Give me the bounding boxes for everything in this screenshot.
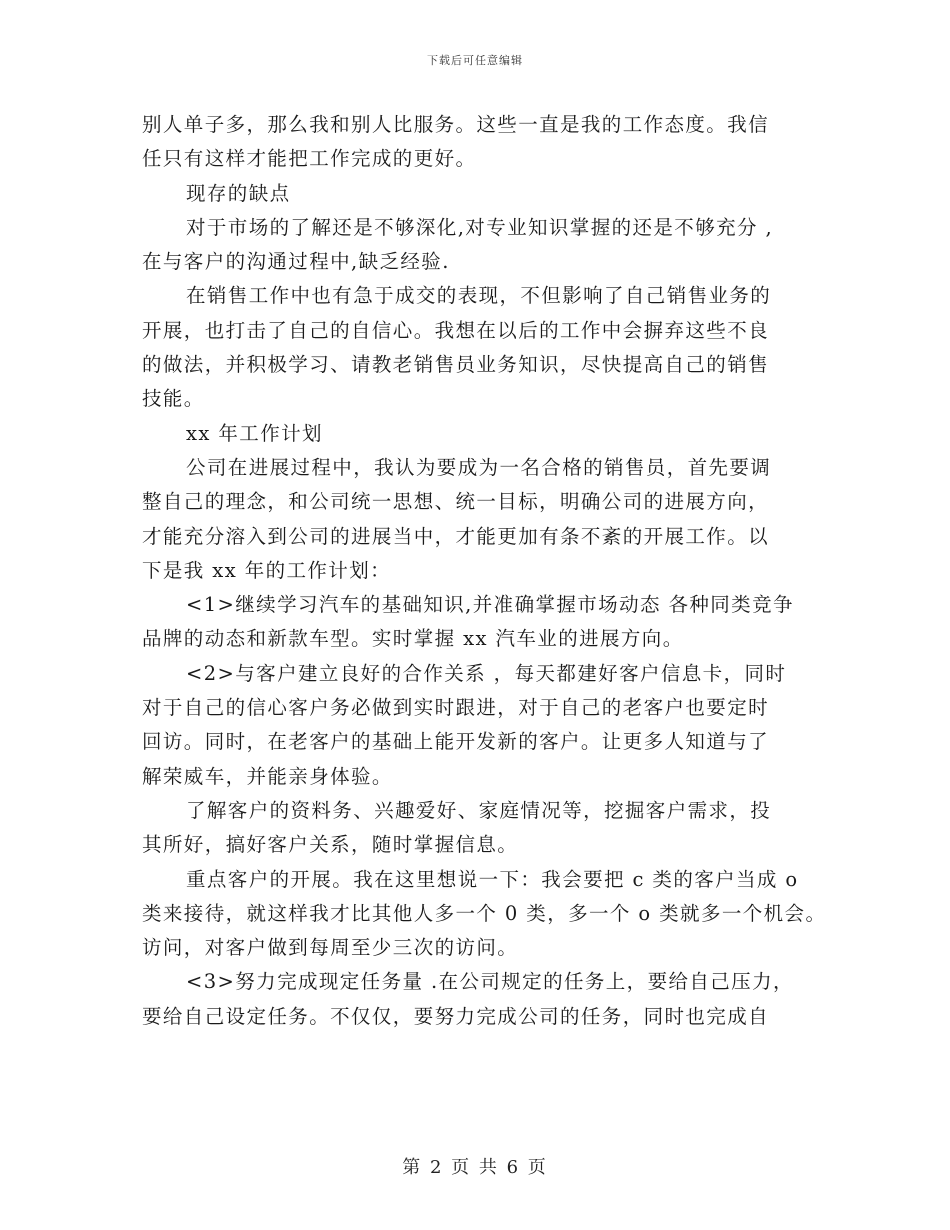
text-line: <1>继续学习汽车的基础知识,并准确掌握市场动态 各种同类竞争 — [186, 593, 794, 617]
text-line: 在销售工作中也有急于成交的表现，不但影响了自己销售业务的 — [186, 284, 772, 308]
text-line: <3>努力完成现定任务量 .在公司规定的任务上，要给自己压力， — [186, 970, 794, 994]
text-line: 品牌的动态和新款车型。实时掌握 xx 汽车业的进展方向。 — [142, 627, 684, 651]
text-line: 别人单子多，那么我和别人比服务。这些一直是我的工作态度。我信 — [142, 113, 770, 136]
text-line: 公司在进展过程中，我认为要成为一名合格的销售员，首先要调 — [186, 455, 772, 479]
text-line: 其所好，搞好客户关系，随时掌握信息。 — [142, 833, 519, 857]
text-line: 才能充分溶入到公司的进展当中，才能更加有条不紊的开展工作。以 — [142, 524, 770, 548]
text-line: 对于市场的了解还是不够深化,对专业知识掌握的还是不够充分 , — [186, 215, 774, 239]
text-line: 在与客户的沟通过程中,缺乏经验. — [142, 250, 450, 274]
document-body — [142, 108, 827, 1034]
text-line: 类来接待，就这样我才比其他人多一个 0 类，多一个 o 类就多一个机会。 — [142, 901, 827, 925]
text-line: 重点客户的开展。我在这里想说一下：我会要把 c 类的客户当成 o — [186, 867, 799, 891]
page-header: 下载后可任意编辑 — [427, 54, 523, 67]
page-footer: 第 2 页 共 6 页 — [402, 1157, 548, 1178]
text-line: 整自己的理念，和公司统一思想、统一目标，明确公司的进展方向， — [142, 490, 770, 514]
text-line: xx 年工作计划 — [186, 421, 323, 445]
text-line: 要给自己设定任务。不仅仅，要努力完成公司的任务，同时也完成自 — [142, 1004, 770, 1028]
text-line: 访问，对客户做到每周至少三次的访问。 — [142, 936, 519, 960]
text-line: 技能。 — [142, 387, 205, 411]
text-line: 现存的缺点 — [186, 181, 291, 205]
text-line: 回访。同时，在老客户的基础上能开发新的客户。让更多人知道与了 — [142, 730, 770, 754]
text-line: 任只有这样才能把工作完成的更好。 — [142, 147, 477, 171]
text-line: 对于自己的信心客户务必做到实时跟进，对于自己的老客户也要定时 — [142, 696, 770, 720]
text-line: <2>与客户建立良好的合作关系 ，每天都建好客户信息卡，同时 — [186, 661, 787, 685]
text-line: 开展，也打击了自己的自信心。我想在以后的工作中会摒弃这些不良 — [142, 318, 770, 342]
text-line: 解荣威车，并能亲身体验。 — [142, 764, 393, 788]
text-line: 的做法，并积极学习、请教老销售员业务知识，尽快提高自己的销售 — [142, 353, 770, 377]
text-line: 了解客户的资料务、兴趣爱好、家庭情况等，挖掘客户需求，投 — [186, 798, 772, 822]
text-line: 下是我 xx 年的工作计划： — [142, 558, 391, 582]
